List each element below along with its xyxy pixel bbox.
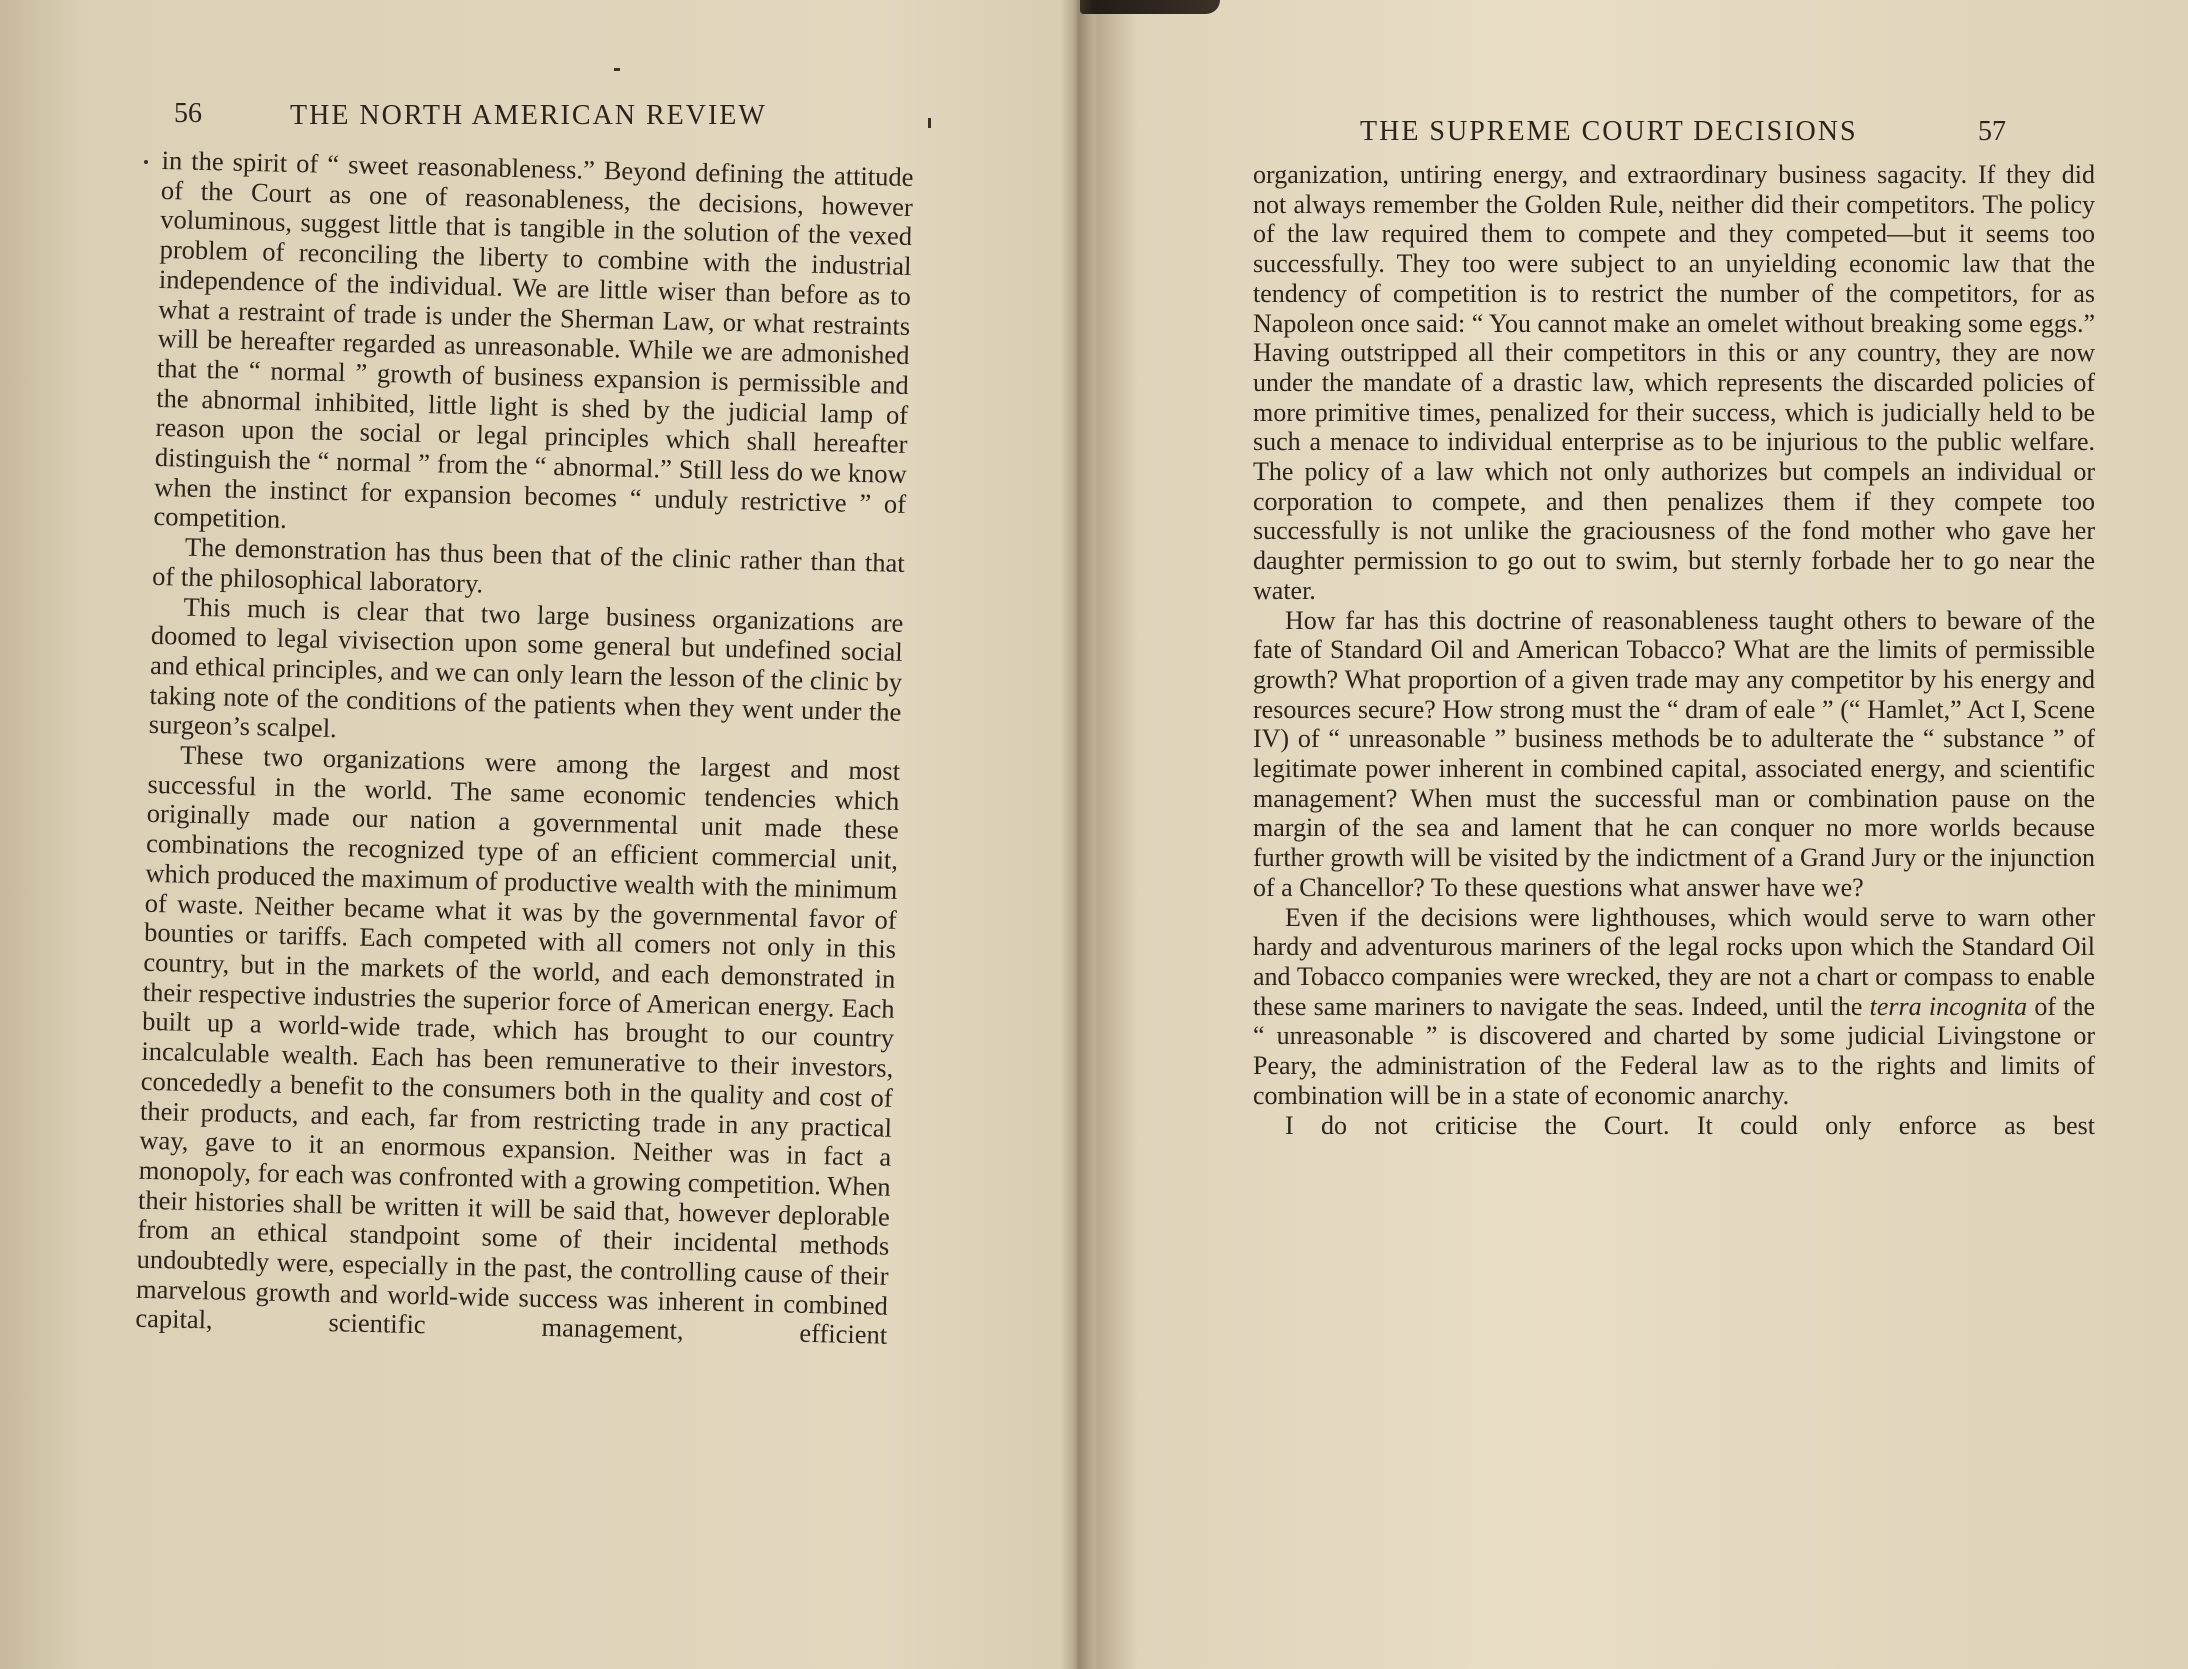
page-number-right: 57 [1978,116,2006,147]
paragraph: How far has this doctrine of reasonableness taught others to beware of the fate of Standard Oil and American Tobacco? What are the limits of permissible growth? What proportion of a given trade may any competitor by his energy and resources secure? How strong must the “ dram of eale ” (“ Hamlet,” Act I, Scene IV) of “ unreasonable ” business methods be to adulterate the “ substance ” of legitimate power inherent in combined capital, associated energy, and scientific management? When must the successful man or combination pause on the margin of the sea and lament that he can conquer no more worlds because further growth will be visited by the indictment of a Grand Jury or the injunction of a Chancellor? To these questions what answer have we? [1253,605,2095,902]
paragraph: organization, untiring energy, and extraordinary business sagacity. If they did not always remember the Golden Rule, neither did their competitors. The policy of the law required them to compete and they competed—but it seems too successfully. They too were subject to an unyielding economic law that the tendency of competition is to restrict the number of the competitors, for as Napoleon once said: “ You cannot make an omelet without breaking some eggs.” Having outstripped all their competitors in this or any country, they are now under the mandate of a drastic law, which represents the discarded policies of more primitive times, penalized for their success, which is judicially held to be such a menace to individual enterprise as to be injurious to the public welfare. The policy of a law which not only authorizes but compels an individual or corporation to compete, and then penalizes them if they compete too successfully is not unlike the graciousness of the fond mother who gave her daughter permission to go out to swim, but sternly forbade her to go near the water. [1253,160,2095,605]
right-body-text [1253,160,2095,1140]
left-page [0,0,1070,1669]
paragraph-text: Even if the decisions were lighthouses, which would serve to warn other hardy and adventurous mariners of the legal rocks upon which the Standard Oil and Tobacco companies were wrecked, they are not a chart or compass to enable these same mariners to navigate the seas. Indeed, until the [1253,902,2095,1021]
paragraph-text: of the “ unreasonable ” is discovered and charted by some judicial Livingstone or Peary, the administration of the Federal law as to the rights and limits of combination will be in a state of economic anarchy. [1253,991,2096,1110]
paragraph: The demonstration has thus been that of the clinic rather than that of the philosophical laboratory. [151,531,906,599]
paragraph: These two organizations were among the largest and most successful in the world. The same economic tendencies which originally made our nation a governmental unit made these combinations the recognized type of an efficient commercial unit, which produced the maximum of productive wealth with the minimum of waste. Neither became what it was by the governmental favor of bounties or tariffs. Each competed with all comers not only in this country, but in the markets of the world, and each demonstrated in their respective industries the superior force of American energy. Each built up a world-wide trade, which has brought to our country incalculable wealth. Each has been remunerative to their investors, concededly a benefit to the consumers both in the quality and cost of their products, and each, far from restricting trade in any practical way, gave to it an enormous expansion. Neither was in fact a monopoly, for each was confronted with a growing competition. When their histories shall be written it will be said that, however deplorable from an ethical standpoint some of their incidental methods undoubtedly were, especially in the past, the controlling cause of their marvelous growth and world-wide success was inherent in combined capital, scientific management, efficient [135,739,901,1351]
italic-phrase: terra incognita [1869,991,2028,1021]
left-body-text [135,146,914,1351]
paragraph: This much is clear that two large business organizations are doomed to legal vivisection upon some general but undefined social and ethical principles, and we can only learn the lesson of the clinic by taking note of the conditions of the patients when they went under the surgeon’s scalpel. [148,591,904,744]
ink-speck [928,118,931,128]
paragraph: I do not criticise the Court. It could only enforce as best [1285,1110,2095,1140]
running-head-left: THE NORTH AMERICAN REVIEW [290,100,767,131]
paragraph [1253,903,2095,1111]
page-number-left: 56 [174,98,202,129]
running-head-right: THE SUPREME COURT DECISIONS [1360,116,1858,147]
ink-speck [614,68,620,71]
right-page [1090,0,2188,1669]
paragraph: in the spirit of “ sweet reasonableness.” Beyond defining the attitude of the Court as one of reasonableness, the decisions, however voluminous, suggest little that is tangible in the solution of the vexed problem of reconciling the liberty to combine with the industrial independence of the individual. We are little wiser than before as to what a restraint of trade is under the Sherman Law, or what restraints will be hereafter regarded as unreasonable. While we are admonished that the “ normal ” growth of business expansion is permissible and the abnormal inhibited, little light is shed by the judicial lamp of reason upon the social or legal principles which shall hereafter distinguish the “ normal ” from the “ abnormal.” Still less do we know when the instinct for expansion becomes “ unduly restrictive ” of competition. [153,145,914,535]
ink-speck [144,160,148,164]
